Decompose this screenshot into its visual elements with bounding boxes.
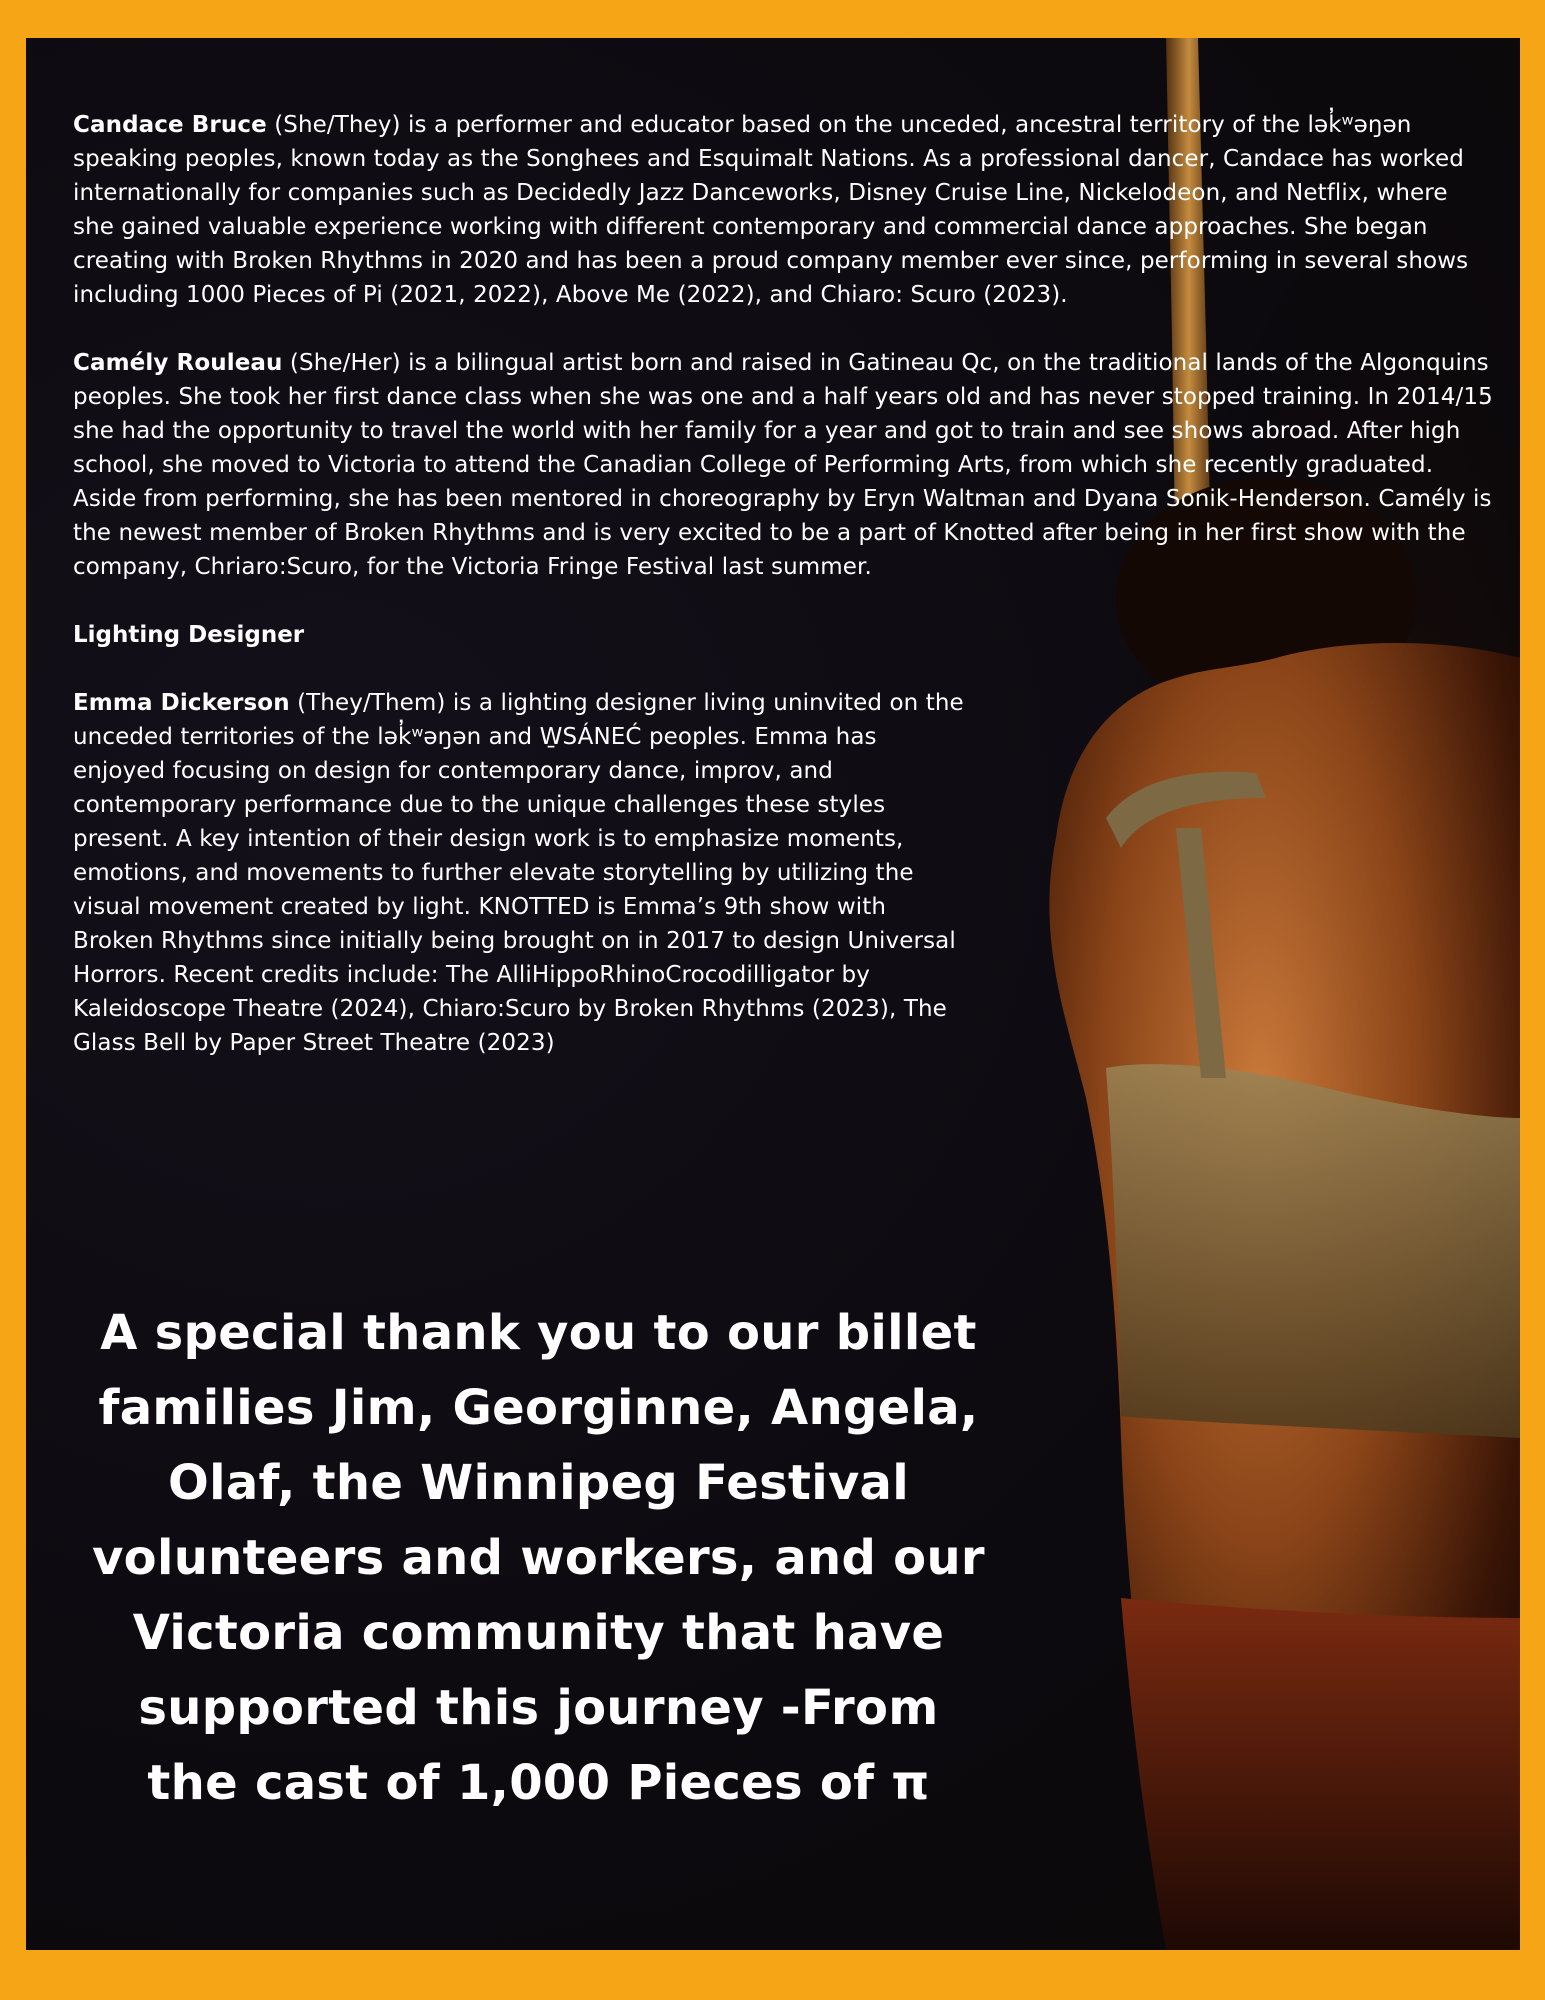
bio-name: Candace Bruce [73,112,267,138]
bio-text: (She/They) is a performer and educator based on the unceded, ancestral territory of the lək̓ʷəŋən speaking peoples, known today as the Songhees and Esquimalt Nations. As a professional dancer, Candace has worked internationally for companies such as Decidedly Jazz Danceworks, Disney Cruise Line, Nickelodeon, and Netflix, where she gained valuable experience working with different contemporary and commercial dance approaches. She began creating with Broken Rhythms in 2020 and has been a proud company member ever since, performing in several shows including 1000 Pieces of Pi (2021, 2022), Above Me (2022), and Chiaro: Scuro (2023). [73,112,1469,308]
thank-you-message: A special thank you to our billet families Jim, Georginne, Angela, Olaf, the Winnipeg Festival volunteers and workers, and our Victoria community that have supported this journey -From the cast of 1,000 Pieces of π [92,1305,985,1811]
bio-emma-dickerson [73,686,973,1060]
bio-camely-rouleau [73,346,1493,584]
bio-text: (She/Her) is a bilingual artist born and raised in Gatineau Qc, on the traditional lands of the Algonquins peoples. She took her first dance class when she was one and a half years old and has never stopped training. In 2014/15 she had the opportunity to travel the world with her family for a year and got to train and see shows abroad. After high school, she moved to Victoria to attend the Canadian College of Performing Arts, from which she recently graduated. Aside from performing, she has been mentored in choreography by Eryn Waltman and Dyana Sonik-Henderson. Camély is the newest member of Broken Rhythms and is very excited to be a part of Knotted after being in her first show with the company, Chriaro:Scuro, for the Victoria Fringe Festival last summer. [73,350,1493,580]
bio-name: Emma Dickerson [73,690,290,716]
bios-section [73,108,1493,1094]
lighting-designer-heading: Lighting Designer [73,622,305,648]
bio-text: (They/Them) is a lighting designer living uninvited on the unceded territories of the lək̓ʷəŋən and W̱SÁNEĆ peoples. Emma has enjoyed focusing on design for contemporary dance, improv, and contemporary performance due to the unique challenges these styles present. A key intention of their design work is to emphasize moments, emotions, and movements to further elevate storytelling by utilizing the visual movement created by light. KNOTTED is Emma’s 9th show with Broken Rhythms since initially being brought on in 2017 to design Universal Horrors. Recent credits include: The AlliHippoRhinoCrocodilligator by Kaleidoscope Theatre (2024), Chiaro:Scuro by Broken Rhythms (2023), The Glass Bell by Paper Street Theatre (2023) [73,690,964,1056]
content-panel [26,38,1520,1950]
bio-candace-bruce [73,108,1493,312]
bio-name: Camély Rouleau [73,350,283,376]
